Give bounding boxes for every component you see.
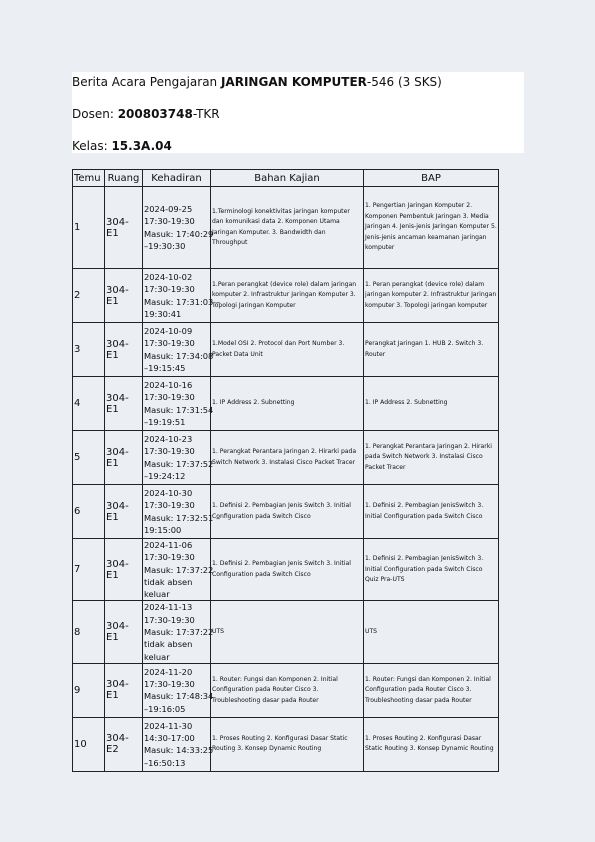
topic-cell: 1.Model OSI 2. Protocol dan Port Number 3. Packet Data Unit xyxy=(211,323,364,377)
col-header-temu: Temu xyxy=(73,170,105,187)
class-code: 15.3A.04 xyxy=(111,139,172,153)
attendance-cell xyxy=(143,663,214,717)
attendance-cell xyxy=(143,485,221,539)
attendance-line: 17:30-19:30 xyxy=(144,679,195,690)
teaching-record-table xyxy=(72,169,499,772)
attendance-line: Masuk: 17:31:54 xyxy=(144,404,214,415)
lecturer-suffix: -TKR xyxy=(192,107,220,121)
attendance-line: tidak absen xyxy=(144,576,193,587)
col-header-ruang: Ruang xyxy=(105,170,143,187)
bap-cell: 1. Definisi 2. Pembagian JenisSwitch 3. Initial Configuration pada Switch Cisco xyxy=(364,485,499,539)
document-header xyxy=(72,72,524,153)
bap-cell: 1. Definisi 2. Pembagian JenisSwitch 3. Initial Configuration pada Switch Cisco Quiz Pra-UTS xyxy=(364,539,499,601)
topic-cell: 1. Perangkat Perantara Jaringan 2. Hirarki pada Switch Network 3. Instalasi Cisco Packet Tracer xyxy=(211,431,364,485)
attendance-line: 2024-10-30 xyxy=(144,487,193,498)
attendance-line: 19:15:00 xyxy=(144,524,182,535)
attendance-line: –19:15:45 xyxy=(144,362,186,373)
attendance-line: Masuk: 17:31:03 – xyxy=(144,296,221,307)
room-cell: 304-E1 xyxy=(105,431,143,485)
bap-cell: 1. Router: Fungsi dan Komponen 2. Initial Configuration pada Router Cisco 3. Troubleshooting dasar pada Router xyxy=(364,663,499,717)
attendance-line: 19:30:41 xyxy=(144,308,182,319)
attendance-line: –19:19:51 xyxy=(144,416,186,427)
table-header-row xyxy=(73,170,499,187)
table-row xyxy=(73,187,499,269)
attendance-line: Masuk: 17:37:22 xyxy=(144,627,214,638)
attendance-line: Masuk: 17:32:51 – xyxy=(144,512,221,523)
topic-cell: UTS xyxy=(211,601,364,663)
lecturer-id: 200803748 xyxy=(117,107,193,121)
bap-cell: 1. Perangkat Perantara Jaringan 2. Hirarki pada Switch Network 3. Instalasi Cisco Packet Tracer xyxy=(364,431,499,485)
bap-cell: 1. Proses Routing 2. Konfigurasi Dasar Static Routing 3. Konsep Dynamic Routing xyxy=(364,717,499,771)
topic-cell: 1.Terminologi konektivitas jaringan komputer dan komunikasi data 2. Komponen Utama Jaringan Komputer. 3. Bandwidth dan Throughput xyxy=(211,187,364,269)
room-cell: 304-E1 xyxy=(105,485,143,539)
meeting-number: 10 xyxy=(73,717,105,771)
lecturer-label: Dosen: xyxy=(72,107,118,121)
attendance-line: Masuk: 17:37:22 xyxy=(144,564,214,575)
meeting-number: 6 xyxy=(73,485,105,539)
topic-cell: 1. Definisi 2. Pembagian Jenis Switch 3. Initial Configuration pada Switch Cisco xyxy=(211,539,364,601)
attendance-line: 17:30-19:30 xyxy=(144,392,195,403)
meeting-number: 7 xyxy=(73,539,105,601)
table-row xyxy=(73,323,499,377)
title-prefix: Berita Acara Pengajaran xyxy=(72,75,221,89)
attendance-line: –16:50:13 xyxy=(144,757,186,768)
bap-cell: UTS xyxy=(364,601,499,663)
meeting-number: 2 xyxy=(73,269,105,323)
class-label: Kelas: xyxy=(72,139,112,153)
table-row xyxy=(73,485,499,539)
room-cell: 304-E1 xyxy=(105,187,143,269)
topic-cell: 1. Proses Routing 2. Konfigurasi Dasar Static Routing 3. Konsep Dynamic Routing xyxy=(211,717,364,771)
attendance-line: 2024-11-30 xyxy=(144,720,193,731)
bap-cell: 1. Pengertian Jaringan Komputer 2. Komponen Pembentuk Jaringan 3. Media Jaringan 4. Jenis-jenis Jaringan Komputer 5. Jenis-jenis ancaman keamanan jaringan komputer xyxy=(364,187,499,269)
attendance-line: 17:30-19:30 xyxy=(144,216,195,227)
attendance-cell xyxy=(143,717,214,771)
course-code: -546 (3 SKS) xyxy=(366,75,442,89)
col-header-kehadiran: Kehadiran xyxy=(143,170,211,187)
attendance-cell xyxy=(143,431,214,485)
room-cell: 304-E1 xyxy=(105,663,143,717)
attendance-line: 2024-09-25 xyxy=(144,203,193,214)
attendance-line: –19:16:05 xyxy=(144,703,186,714)
table-row xyxy=(73,539,499,601)
attendance-line: Masuk: 14:33:25 xyxy=(144,745,214,756)
attendance-cell xyxy=(143,601,214,663)
attendance-line: 17:30-19:30 xyxy=(144,284,195,295)
attendance-line: 2024-11-06 xyxy=(144,540,193,550)
meeting-number: 8 xyxy=(73,601,105,663)
attendance-line: 14:30-17:00 xyxy=(144,733,195,744)
attendance-cell xyxy=(143,187,214,269)
attendance-line: tidak absen xyxy=(144,639,193,650)
bap-cell: 1. Peran perangkat (device role) dalam jaringan komputer 2. Infrastruktur Jaringan komputer 3. Topologi jaringan komputer xyxy=(364,269,499,323)
room-cell: 304-E1 xyxy=(105,377,143,431)
meeting-number: 9 xyxy=(73,663,105,717)
attendance-line: keluar xyxy=(144,651,170,662)
room-cell: 304-E2 xyxy=(105,717,143,771)
attendance-line: 2024-10-02 xyxy=(144,271,193,282)
attendance-line: 17:30-19:30 xyxy=(144,446,195,457)
attendance-cell xyxy=(143,323,214,377)
course-name: JARINGAN KOMPUTER xyxy=(220,75,367,89)
meeting-number: 5 xyxy=(73,431,105,485)
class-line xyxy=(72,139,172,153)
topic-cell: 1. Router: Fungsi dan Komponen 2. Initial Configuration pada Router Cisco 3. Troubleshooting dasar pada Router xyxy=(211,663,364,717)
attendance-line: 2024-10-23 xyxy=(144,433,193,444)
topic-cell: 1. Definisi 2. Pembagian Jenis Switch 3. Initial Configuration pada Switch Cisco xyxy=(211,485,364,539)
attendance-cell xyxy=(143,539,214,601)
attendance-line: 17:30-19:30 xyxy=(144,500,195,511)
meeting-number: 3 xyxy=(73,323,105,377)
attendance-line: 17:30-19:30 xyxy=(144,552,195,563)
table-row xyxy=(73,431,499,485)
lecturer-line xyxy=(72,107,220,121)
attendance-line: 2024-10-09 xyxy=(144,325,193,336)
course-title-line xyxy=(72,75,442,89)
attendance-line: –19:24:12 xyxy=(144,470,186,481)
topic-cell: 1.Peran perangkat (device role) dalam jaringan komputer 2. Infrastruktur Jaringan Komputer 3. Topologi Jaringan Komputer xyxy=(211,269,364,323)
attendance-line: Masuk: 17:34:08 xyxy=(144,350,214,361)
attendance-line: Masuk: 17:48:34 xyxy=(144,691,214,702)
table-row xyxy=(73,663,499,717)
room-cell: 304-E1 xyxy=(105,269,143,323)
attendance-line: Masuk: 17:37:52 xyxy=(144,458,214,469)
meeting-number: 4 xyxy=(73,377,105,431)
room-cell: 304-E1 xyxy=(105,539,143,601)
room-cell: 304-E1 xyxy=(105,601,143,663)
attendance-line: Masuk: 17:40:29 xyxy=(144,228,214,239)
table-row xyxy=(73,269,499,323)
attendance-line: 2024-11-20 xyxy=(144,666,193,677)
bap-cell: Perangkat Jaringan 1. HUB 2. Switch 3. Router xyxy=(364,323,499,377)
table-row xyxy=(73,717,499,771)
attendance-line: 2024-10-16 xyxy=(144,379,193,390)
table-row xyxy=(73,377,499,431)
topic-cell: 1. IP Address 2. Subnetting xyxy=(211,377,364,431)
meeting-number: 1 xyxy=(73,187,105,269)
attendance-line: 2024-11-13 xyxy=(144,602,193,613)
table-row xyxy=(73,601,499,663)
attendance-line: 17:30-19:30 xyxy=(144,614,195,625)
attendance-line: keluar xyxy=(144,589,170,600)
attendance-cell xyxy=(143,269,221,323)
attendance-cell xyxy=(143,377,214,431)
attendance-line: 17:30-19:30 xyxy=(144,338,195,349)
col-header-bap: BAP xyxy=(364,170,499,187)
bap-cell: 1. IP Address 2. Subnetting xyxy=(364,377,499,431)
attendance-line: –19:30:30 xyxy=(144,240,186,251)
col-header-bahan-kajian: Bahan Kajian xyxy=(211,170,364,187)
room-cell: 304-E1 xyxy=(105,323,143,377)
